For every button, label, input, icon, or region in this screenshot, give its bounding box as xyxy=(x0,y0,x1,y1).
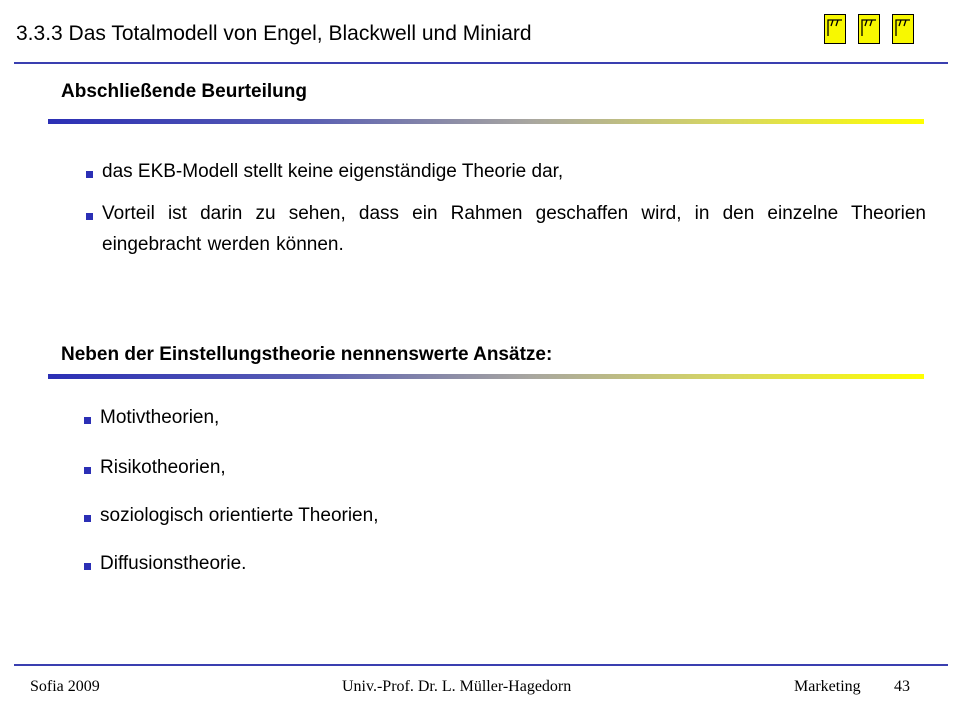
bullet-text: Motivtheorien, xyxy=(100,407,220,428)
bullet-text: Risikotheorien, xyxy=(100,457,226,478)
section-heading-approaches: Neben der Einstellungstheorie nennenswerte Ansätze: xyxy=(61,344,553,365)
section-heading-assessment: Abschließende Beurteilung xyxy=(61,81,307,102)
list-item xyxy=(86,204,926,260)
bullet-square-icon xyxy=(84,417,91,424)
footer-author: Univ.-Prof. Dr. L. Müller-Hagedorn xyxy=(342,678,572,695)
list-item xyxy=(84,408,219,433)
footer-divider xyxy=(14,664,948,666)
list-item xyxy=(86,162,926,187)
title-divider xyxy=(14,62,948,64)
footer-location-year: Sofia 2009 xyxy=(30,678,100,695)
bullet-text: Vorteil ist darin zu sehen, dass ein Rahmen geschaffen wird, in den einzelne Theorien eingebracht werden können. xyxy=(102,203,926,255)
bullet-square-icon xyxy=(86,213,93,220)
page-number: 43 xyxy=(894,678,910,695)
logo-mark-icon xyxy=(892,14,914,44)
bullet-square-icon xyxy=(86,171,93,178)
section-gradient-bar xyxy=(48,119,924,124)
list-item xyxy=(84,506,378,531)
logo-mark-icon xyxy=(824,14,846,44)
bullet-square-icon xyxy=(84,515,91,522)
section-gradient-bar xyxy=(48,374,924,379)
slide-title: 3.3.3 Das Totalmodell von Engel, Blackwell und Miniard xyxy=(16,22,532,45)
bullet-square-icon xyxy=(84,467,91,474)
bullet-text: Diffusionstheorie. xyxy=(100,553,247,574)
bullet-text: soziologisch orientierte Theorien, xyxy=(100,505,379,526)
logo-group xyxy=(824,14,914,44)
footer-course-label: Marketing xyxy=(794,678,861,695)
bullet-text: das EKB-Modell stellt keine eigenständige Theorie dar, xyxy=(102,161,564,182)
bullet-square-icon xyxy=(84,563,91,570)
logo-mark-icon xyxy=(858,14,880,44)
list-item xyxy=(84,458,226,483)
list-item xyxy=(84,554,246,579)
